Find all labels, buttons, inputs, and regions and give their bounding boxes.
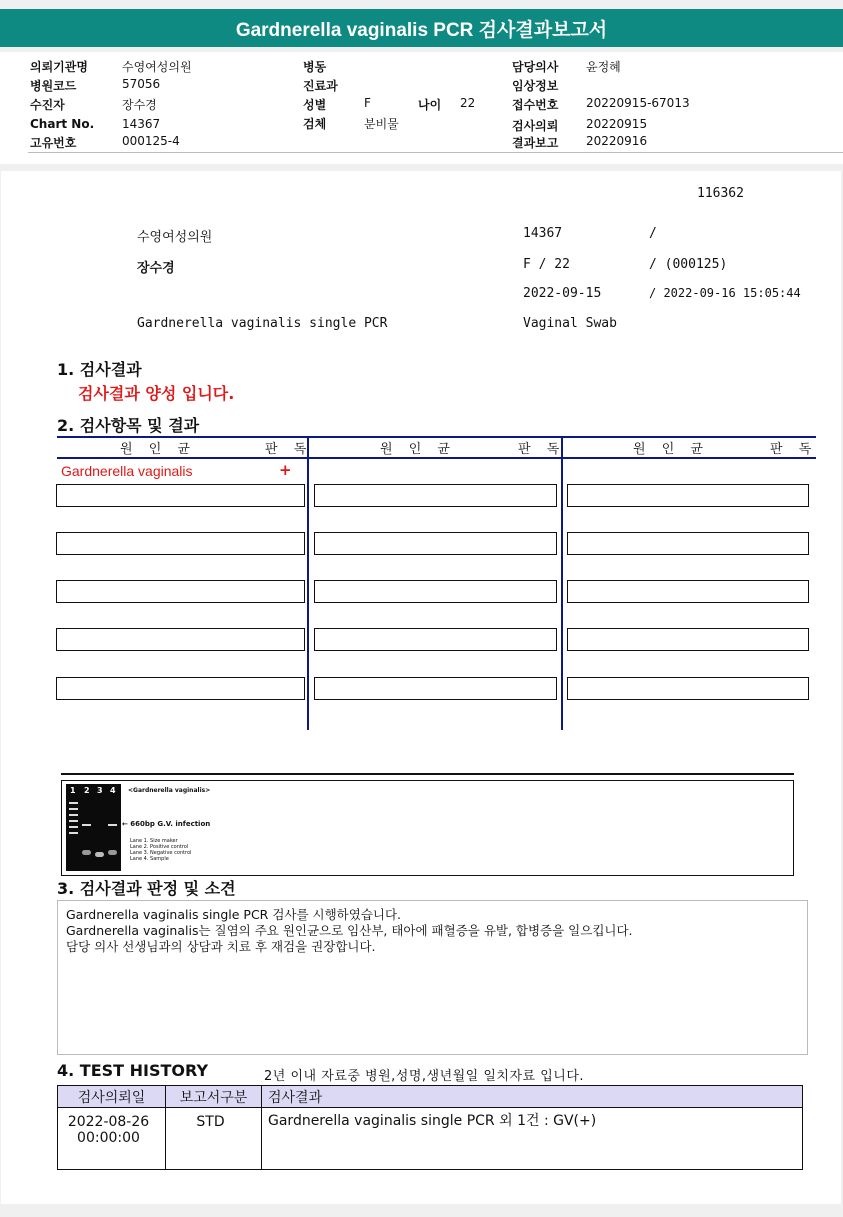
doctor-value: 윤정혜 [586, 60, 621, 74]
gel-lane-1: 1 [70, 786, 76, 795]
unique-value: 000125-4 [122, 134, 180, 148]
specimen-value: 분비물 [364, 117, 399, 131]
col-judgement-1: 판 독 [265, 442, 313, 457]
result-box [56, 532, 305, 555]
header-info [0, 52, 843, 164]
code-value: 57056 [122, 77, 161, 91]
col-organism-1: 원 인 균 [120, 442, 196, 457]
report-label: 결과보고 [512, 136, 559, 150]
opinion-line-1: Gardnerella vaginalis single PCR 검사를 시행하였습니다. [66, 907, 402, 922]
result-organism: Gardnerella vaginalis [61, 463, 193, 479]
result-box [314, 677, 557, 700]
receipt-value: 20220915-67013 [586, 96, 690, 110]
gel-lane-2: 2 [84, 786, 90, 795]
request-label: 검사의뢰 [512, 119, 559, 133]
result-box [56, 628, 305, 651]
result-box [567, 677, 809, 700]
code-label: 병원코드 [30, 79, 77, 93]
sex-label: 성별 [303, 98, 327, 112]
chart-value: 14367 [122, 117, 161, 131]
history-header-date: 검사의뢰일 [58, 1086, 166, 1108]
sheet-chart: 14367 [523, 226, 563, 241]
col-judgement-2: 판 독 [518, 442, 566, 457]
opinion-box [57, 900, 808, 1055]
age-label: 나이 [418, 98, 442, 112]
result-box [567, 532, 809, 555]
sheet-sex-age: F / 22 [523, 257, 570, 272]
clinical-label: 임상정보 [512, 79, 559, 93]
result-judgement: + [279, 461, 292, 479]
grid-header-line [57, 457, 816, 459]
dept-label: 진료과 [303, 79, 338, 93]
patient-value: 장수경 [122, 98, 157, 112]
report-title: Gardnerella vaginalis PCR 검사결과보고서 [0, 9, 843, 47]
grid-col-divider-1 [307, 436, 309, 730]
opinion-line-3: 담당 의사 선생님과의 상담과 치료 후 재검을 권장합니다. [66, 939, 376, 954]
specimen-label: 검체 [303, 117, 327, 131]
receipt-label: 접수번호 [512, 98, 559, 112]
patient-label: 수진자 [30, 98, 65, 112]
result-box [56, 677, 305, 700]
gel-band-label: ← 660bp G.V. infection [122, 820, 211, 828]
request-value: 20220915 [586, 117, 648, 131]
result-box [314, 532, 557, 555]
result-box [56, 580, 305, 603]
sheet-request-date: 2022-09-15 [523, 286, 602, 301]
gel-title: <Gardnerella vaginalis> [128, 787, 211, 794]
hospital-value: 수영여성의원 [122, 60, 192, 74]
section4-title: 4. TEST HISTORY [57, 1061, 209, 1080]
history-type-cell: STD [166, 1108, 262, 1170]
opinion-line-2: Gardnerella vaginalis는 질염의 주요 원인균으로 임산부, 태아에 패혈증을 유발, 합병증을 일으킵니다. [66, 923, 633, 938]
result-box [314, 580, 557, 603]
sheet-unique: / (000125) [649, 257, 728, 272]
result-box [56, 484, 305, 507]
history-note: 2년 이내 자료중 병원,성명,생년월일 일치자료 입니다. [264, 1069, 585, 1084]
section1-title: 1. 검사결과 [57, 360, 142, 379]
gel-lane-3: 3 [97, 786, 103, 795]
sheet-hospital: 수영여성의원 [137, 230, 213, 245]
sex-value: F [364, 96, 371, 110]
report-value: 20220916 [586, 134, 648, 148]
sheet-specimen: Vaginal Swab [523, 316, 617, 331]
col-organism-2: 원 인 균 [380, 442, 456, 457]
sheet-report-datetime: / 2022-09-16 15:05:44 [649, 286, 801, 300]
header-divider [28, 152, 843, 153]
result-box [314, 628, 557, 651]
gel-divider [61, 773, 794, 775]
sheet-test-name: Gardnerella vaginalis single PCR [137, 316, 388, 331]
section3-title: 3. 검사결과 판정 및 소견 [57, 879, 236, 898]
report-id: 116362 [697, 186, 744, 201]
age-value: 22 [460, 96, 476, 110]
gel-electrophoresis-image [66, 784, 121, 871]
doctor-label: 담당의사 [512, 60, 559, 74]
section2-title: 2. 검사항목 및 결과 [57, 416, 200, 435]
sheet-patient: 장수경 [137, 261, 175, 276]
gel-legend: Lane 1. Size maker Lane 2. Positive control Lane 3. Negative control Lane 4. Sample [130, 838, 192, 862]
result-box [567, 580, 809, 603]
chart-label: Chart No. [30, 117, 95, 131]
unique-label: 고유번호 [30, 136, 77, 150]
result-box [567, 484, 809, 507]
col-judgement-3: 판 독 [770, 442, 818, 457]
hospital-label: 의뢰기관명 [30, 60, 88, 74]
gel-lane-4: 4 [110, 786, 116, 795]
positive-result-message: 검사결과 양성 입니다. [78, 384, 235, 403]
history-table [57, 1085, 803, 1170]
grid-col-divider-2 [561, 436, 563, 730]
sheet-chart-slash: / [649, 226, 657, 241]
result-box [567, 628, 809, 651]
table-row [58, 1108, 803, 1170]
history-result-cell: Gardnerella vaginalis single PCR 외 1건 : GV(+) [262, 1108, 803, 1170]
history-header-result: 검사결과 [262, 1086, 803, 1108]
history-header-type: 보고서구분 [166, 1086, 262, 1108]
result-box [314, 484, 557, 507]
history-date-cell: 2022-08-26 00:00:00 [58, 1108, 166, 1170]
col-organism-3: 원 인 균 [633, 442, 709, 457]
ward-label: 병동 [303, 60, 327, 74]
